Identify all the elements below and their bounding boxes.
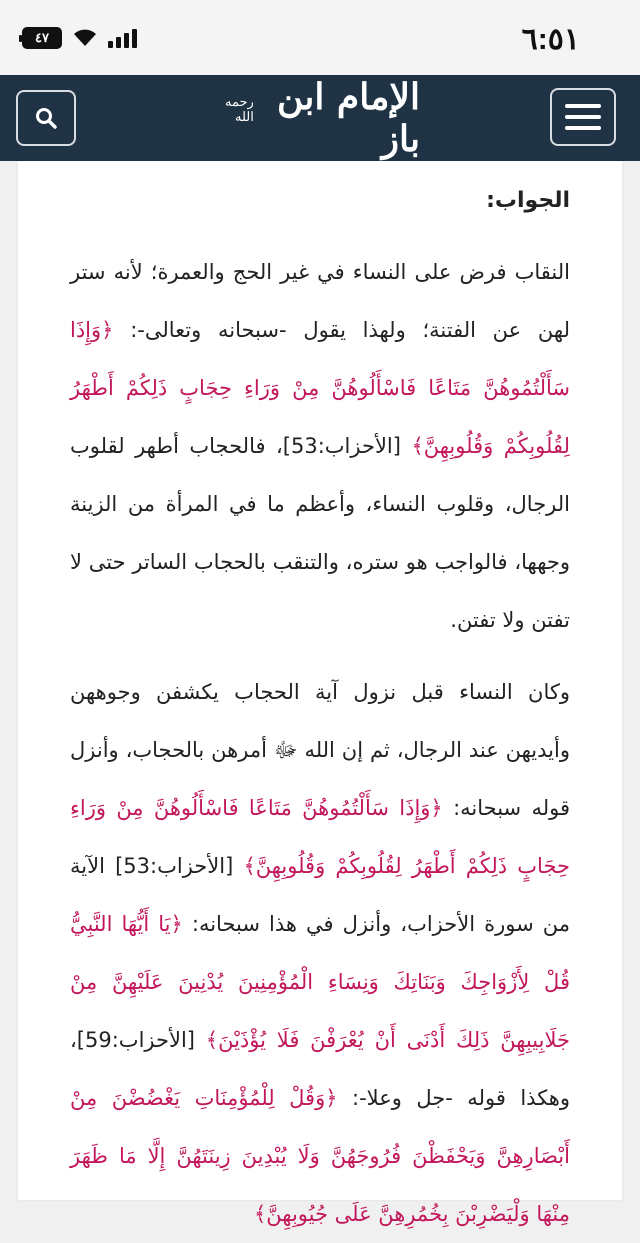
quran-verse: ﴿وَقُلْ لِلْمُؤْمِنَاتِ يَغْضُضْنَ مِنْ أَبْصَارِهِنَّ وَيَحْفَظْنَ فُرُوجَهُنَّ وَلَا يُبْدِينَ زِينَتَهُنَّ إِلَّا مَا ظَهَرَ مِنْهَا وَلْيَضْرِبْنَ بِخُمُرِهِنَّ عَلَى جُيُوبِهِنَّ﴾ [70, 1086, 570, 1226]
paragraph-text: وكان النساء قبل نزول آية الحجاب يكشفن وجوههن وأيديهن عند الرجال، ثم إن الله ﷻ أمرهن بالحجاب، وأنزل قوله سبحانه: [70, 680, 571, 820]
paragraph-text: [الأحزاب:59]، وهكذا قوله -جل وعلا-: [70, 1028, 571, 1110]
status-bar [0, 0, 640, 75]
wifi-icon [72, 28, 98, 48]
article-card [18, 161, 622, 1226]
battery-level: ٤٧ [35, 30, 49, 45]
paragraph-text: النقاب فرض على النساء في غير الحج والعمرة؛ لأنه ستر لهن عن الفتنة؛ ولهذا يقول -سبحانه وتعالى-: [70, 260, 570, 342]
page-margin-left [0, 161, 18, 1200]
signal-icon [108, 28, 137, 48]
paragraph-text: [الأحزاب:53]، فالحجاب أطهر لقلوب الرجال، وقلوب النساء، وأعظم ما في المرأة من الزينة وجهها، فالواجب هو ستره، والتنقب بالحجاب الساتر حتى لا تفتن ولا تفتن. [70, 434, 570, 632]
quran-verse: ﴿يَا أَيُّهَا النَّبِيُّ قُلْ لِأَزْوَاجِكَ وَبَنَاتِكَ وَنِسَاءِ الْمُؤْمِنِينَ يُدْنِينَ عَلَيْهِنَّ مِنْ جَلَابِيبِهِنَّ ذَلِكَ أَدْنَى أَنْ يُعْرَفْنَ فَلَا يُؤْذَيْنَ﴾ [70, 912, 570, 1052]
paragraph-text: [الأحزاب:53] الآية من سورة الأحزاب، وأنزل في هذا سبحانه: [70, 854, 570, 936]
quran-verse: ﴿وَإِذَا سَأَلْتُمُوهُنَّ مَتَاعًا فَاسْأَلُوهُنَّ مِنْ وَرَاءِ حِجَابٍ ذَلِكُمْ أَطْهَرُ لِقُلُوبِكُمْ وَقُلُوبِهِنَّ﴾ [70, 318, 570, 458]
search-button[interactable] [16, 90, 76, 146]
status-icons [22, 27, 137, 49]
page-margin-right [622, 161, 640, 1200]
site-logo[interactable] [210, 76, 420, 160]
hamburger-menu-icon [565, 104, 601, 130]
site-header [0, 75, 640, 161]
answer-title: الجواب: [486, 188, 570, 213]
logo-text: الإمام ابن باز [276, 76, 420, 160]
article-body [18, 161, 622, 1243]
quran-verse: ﴿وَإِذَا سَأَلْتُمُوهُنَّ مَتَاعًا فَاسْأَلُوهُنَّ مِنْ وَرَاءِ حِجَابٍ ذَلِكُمْ أَطْهَرُ لِقُلُوبِكُمْ وَقُلُوبِهِنَّ﴾ [70, 796, 570, 878]
paragraph-2 [70, 663, 570, 1243]
logo-honorific: رحمه الله [225, 95, 254, 125]
search-icon [35, 107, 57, 129]
status-time: ٦:٥١ [521, 23, 580, 56]
paragraph-1 [70, 243, 570, 649]
menu-button[interactable] [550, 88, 616, 146]
battery-icon [22, 27, 62, 49]
